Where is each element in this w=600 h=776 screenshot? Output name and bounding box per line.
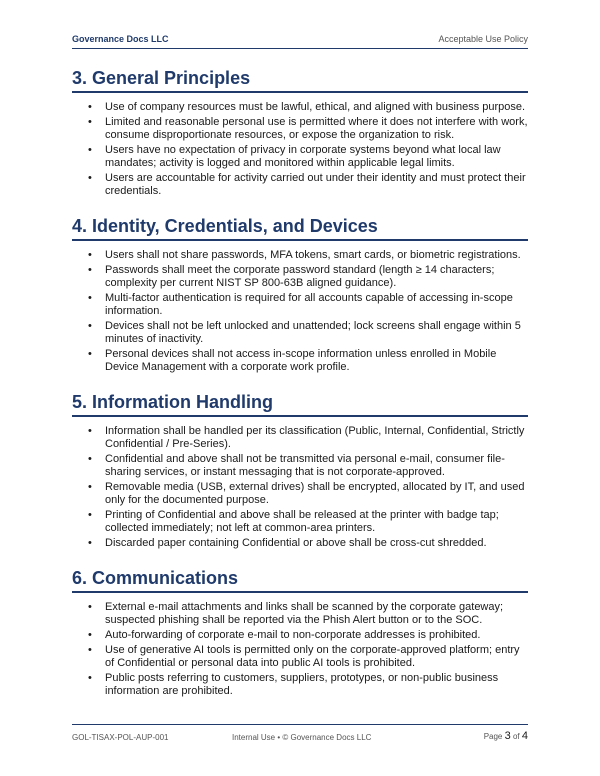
bullet-icon: • — [88, 629, 92, 641]
list-item — [88, 348, 528, 374]
list-item — [88, 320, 528, 346]
bullet-icon: • — [88, 481, 92, 493]
list-item-text: Printing of Confidential and above shall be released at the printer with badge tap; collected immediately; not left at common-area printers. — [105, 509, 499, 534]
page-footer — [72, 724, 528, 745]
list-item — [88, 116, 528, 142]
list-item-text: Public posts referring to customers, suppliers, prototypes, or non-public business information are prohibited. — [105, 672, 499, 697]
bullet-icon: • — [88, 425, 92, 437]
list-item — [88, 509, 528, 535]
section-information-handling — [72, 392, 528, 550]
bullet-icon: • — [88, 264, 92, 276]
page-body — [72, 68, 528, 700]
bullet-list — [72, 249, 528, 374]
list-item — [88, 249, 528, 262]
list-item — [88, 644, 528, 670]
list-item-text: Multi-factor authentication is required for all accounts capable of accessing in-scope information. — [105, 292, 513, 317]
section-communications — [72, 568, 528, 698]
bullet-icon: • — [88, 320, 92, 332]
company-name: Governance Docs LLC — [72, 34, 169, 44]
list-item-text: Confidential and above shall not be transmitted via personal e-mail, consumer file-sharing services, or instant messaging that is not corporate-approved. — [105, 453, 505, 478]
section-heading: 3. General Principles — [72, 68, 528, 93]
bullet-icon: • — [88, 172, 92, 184]
page-header — [72, 34, 528, 49]
section-identity-credentials-devices — [72, 216, 528, 374]
page-total: 4 — [521, 730, 528, 742]
list-item — [88, 601, 528, 627]
list-item-text: Use of company resources must be lawful, ethical, and aligned with business purpose. — [105, 101, 526, 113]
bullet-icon: • — [88, 644, 92, 656]
list-item — [88, 144, 528, 170]
section-heading: 4. Identity, Credentials, and Devices — [72, 216, 528, 241]
list-item — [88, 629, 528, 642]
list-item-text: Removable media (USB, external drives) shall be encrypted, allocated by IT, and used only for the documented purpose. — [105, 481, 525, 506]
list-item-text: Limited and reasonable personal use is permitted where it does not interfere with work, consume disproportionate resources, or expose the organization to risk. — [105, 116, 528, 141]
list-item-text: Auto-forwarding of corporate e-mail to non-corporate addresses is prohibited. — [105, 629, 481, 641]
list-item-text: Use of generative AI tools is permitted only on the corporate-approved platform; entry of Confidential or personal data into public AI tools is prohibited. — [105, 644, 520, 669]
list-item — [88, 172, 528, 198]
bullet-list — [72, 601, 528, 698]
page-number — [484, 730, 528, 742]
list-item — [88, 537, 528, 550]
bullet-icon: • — [88, 453, 92, 465]
list-item-text: External e-mail attachments and links shall be scanned by the corporate gateway; suspected phishing shall be reported via the Phish Alert button or to the SOC. — [105, 601, 504, 626]
section-heading: 6. Communications — [72, 568, 528, 593]
list-item — [88, 425, 528, 451]
list-item-text: Users are accountable for activity carried out under their identity and must protect their credentials. — [105, 172, 526, 197]
classification-notice: Internal Use • © Governance Docs LLC — [232, 733, 372, 742]
bullet-icon: • — [88, 116, 92, 128]
bullet-icon: • — [88, 601, 92, 613]
list-item-text: Users have no expectation of privacy in corporate systems beyond what local law mandates; activity is logged and monitored within applicable legal limits. — [105, 144, 501, 169]
page-of: of — [512, 732, 520, 741]
list-item-text: Devices shall not be left unlocked and unattended; lock screens shall engage within 5 minutes of inactivity. — [105, 320, 521, 345]
bullet-icon: • — [88, 672, 92, 684]
list-item-text: Users shall not share passwords, MFA tokens, smart cards, or biometric registrations. — [105, 249, 521, 261]
list-item — [88, 672, 528, 698]
page-current: 3 — [504, 730, 511, 742]
bullet-icon: • — [88, 537, 92, 549]
bullet-list — [72, 101, 528, 198]
list-item-text: Passwords shall meet the corporate password standard (length ≥ 14 characters; complexity per current NIST SP 800-63B aligned guidance). — [105, 264, 495, 289]
bullet-icon: • — [88, 348, 92, 360]
list-item-text: Information shall be handled per its classification (Public, Internal, Confidential, Strictly Confidential / Pre-Series). — [105, 425, 525, 450]
bullet-icon: • — [88, 509, 92, 521]
list-item — [88, 481, 528, 507]
section-general-principles — [72, 68, 528, 198]
bullet-icon: • — [88, 101, 92, 113]
list-item-text: Personal devices shall not access in-scope information unless enrolled in Mobile Device Management with a corporate work profile. — [105, 348, 497, 373]
bullet-icon: • — [88, 144, 92, 156]
document-title: Acceptable Use Policy — [438, 34, 528, 44]
list-item — [88, 101, 528, 114]
page-word: Page — [483, 732, 503, 741]
bullet-icon: • — [88, 249, 92, 261]
bullet-icon: • — [88, 292, 92, 304]
section-heading: 5. Information Handling — [72, 392, 528, 417]
list-item — [88, 292, 528, 318]
list-item — [88, 453, 528, 479]
document-id: GOL-TISAX-POL-AUP-001 — [72, 733, 169, 742]
bullet-list — [72, 425, 528, 550]
list-item — [88, 264, 528, 290]
list-item-text: Discarded paper containing Confidential or above shall be cross-cut shredded. — [105, 537, 487, 549]
